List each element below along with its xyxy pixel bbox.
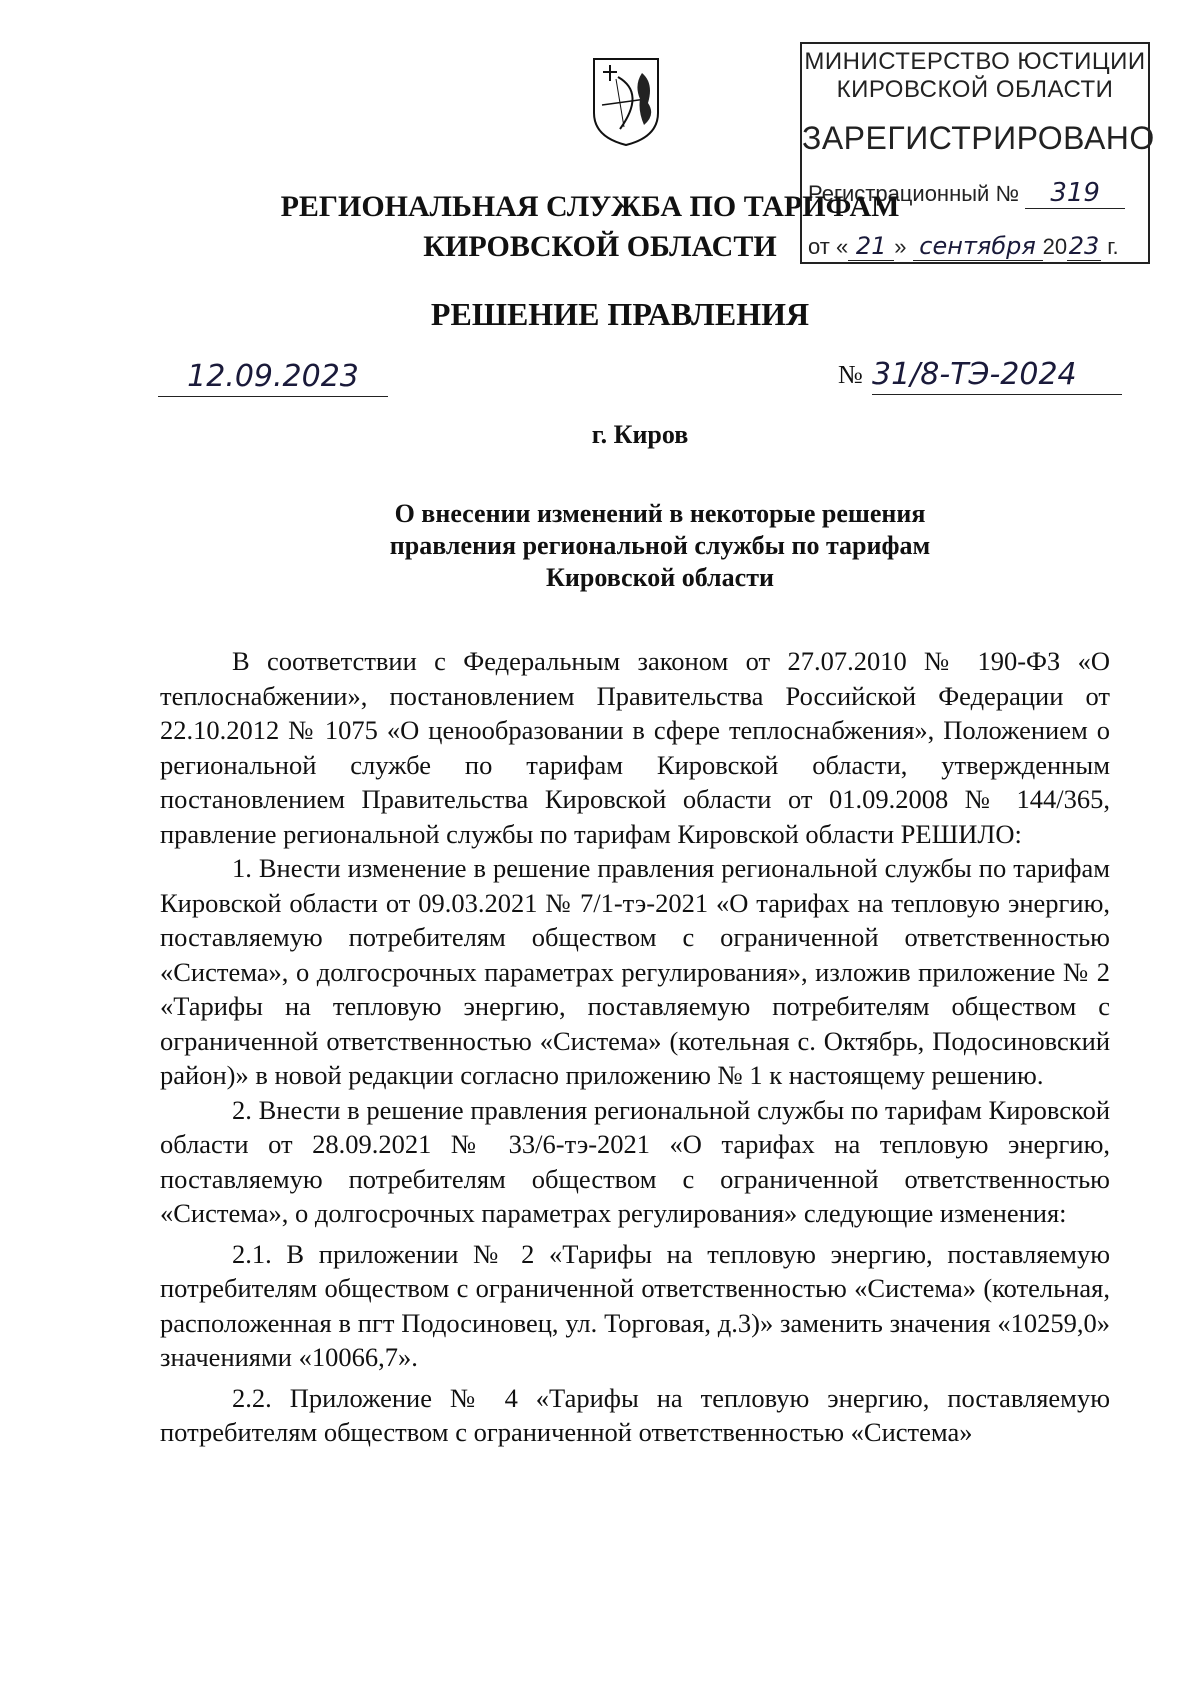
body-paragraph-item-2: 2. Внести в решение правления региональной службы по тарифам Кировской области от 28.09.2021 № 33/6-тэ-2021 «О тарифах на тепловую энергию, поставляемую потребителям обществом с ограниченной ответственностью «Система», о долгосрочных параметрах регулирования» следующие изменения: (160, 1094, 1110, 1228)
document-city: г. Киров (591, 420, 689, 449)
body-paragraph-item-1: 1. Внести изменение в решение правления региональной службы по тарифам Кировской области от 09.03.2021 № 7/1-тэ-2021 «О тарифах на тепловую энергию, поставляемую потребителям обществом с ограниченной ответственностью «Система», о долгосрочных параметрах регулирования», изложив приложение № 2 «Тарифы на тепловую энергию, поставляемую потребителям обществом с ограниченной ответственностью «Система» (котельная с. Октябрь, Подосиновский район)» в новой редакции согласно приложению № 1 к настоящему решению. (160, 853, 1110, 1090)
subject-line3: Кировской области (546, 563, 774, 592)
stamp-date-from: от (808, 234, 830, 259)
document-body (160, 644, 1110, 1450)
document-number: 31/8-ТЭ-2024 (872, 356, 1122, 395)
body-paragraph-item-2-2: 2.2. Приложение № 4 «Тарифы на тепловую энергию, поставляемую потребителям обществом с ограниченной ответственностью «Система» (160, 1382, 1110, 1447)
body-paragraph-item-2-1: 2.1. В приложении № 2 «Тарифы на тепловую энергию, поставляемую потребителям обществом с ограниченной ответственностью «Система» (котельная, расположенная в пгт Подосиновец, ул. Торговая, д.3)» заменить значения «10259,0» значениями «10066,7». (160, 1238, 1110, 1372)
stamp-year-suffix: 23 (1068, 232, 1100, 260)
subject-line2: правления региональной службы по тарифам (389, 531, 931, 560)
stamp-reg-label: Регистрационный № (808, 181, 1020, 206)
stamp-date-month: сентября (913, 232, 1043, 261)
stamp-region: КИРОВСКОЙ ОБЛАСТИ (836, 76, 1114, 103)
coat-of-arms-icon (590, 55, 662, 147)
stamp-date-day: 21 (848, 232, 894, 261)
stamp-reg-number: 319 (1025, 178, 1125, 209)
stamp-ministry: МИНИСТЕРСТВО ЮСТИЦИИ (804, 48, 1146, 75)
body-paragraph-preamble: В соответствии с Федеральным законом от 27.07.2010 № 190-ФЗ «О теплоснабжении», постановлением Правительства Российской Федерации от 22.10.2012 № 1075 «О ценообразовании в сфере теплоснабжения», Положением о региональной службе по тарифам Кировской области, утвержденным постановлением Правительства Кировской области от 01.09.2008 № 144/365, правление региональной службы по тарифам Кировской области РЕШИЛО: (160, 646, 1110, 849)
stamp-quote-open: « (835, 234, 849, 259)
stamp-status: ЗАРЕГИСТРИРОВАНО (802, 120, 1155, 156)
stamp-year-prefix: 20 (1042, 234, 1068, 259)
subject-line1: О внесении изменений в некоторые решения (394, 499, 926, 528)
document-number-prefix: № (838, 360, 863, 389)
stamp-quote-close: » (894, 234, 907, 259)
document-subject (0, 498, 1200, 594)
agency-title-line1: РЕГИОНАЛЬНАЯ СЛУЖБА ПО ТАРИФАМ (280, 190, 900, 223)
document-date: 12.09.2023 (158, 358, 388, 397)
agency-title-line2: КИРОВСКОЙ ОБЛАСТИ (423, 230, 777, 263)
stamp-year-unit: г. (1107, 234, 1119, 259)
document-type: РЕШЕНИЕ ПРАВЛЕНИЯ (430, 296, 810, 332)
